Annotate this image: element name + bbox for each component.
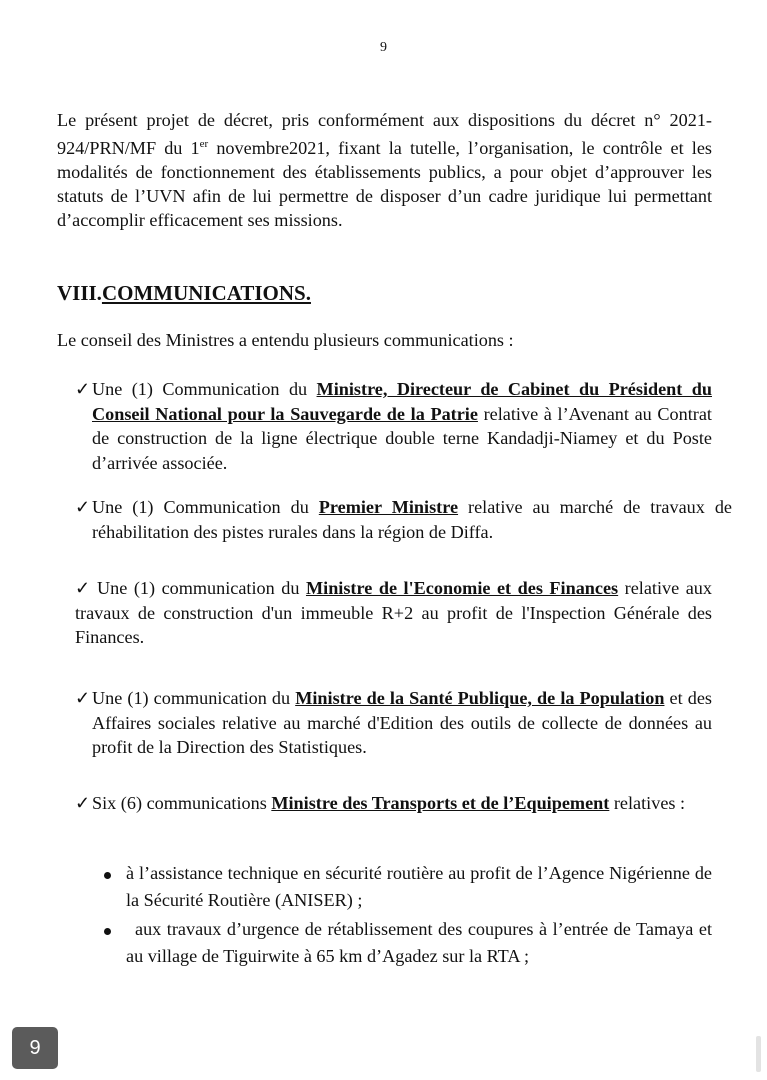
- communication-item: Une (1) communication du Ministre de la Santé Publique, de la Population et des Affaires sociales relative au marché d'Edition des outils de collecte de données au profit de la Direction des Statistiques.: [92, 688, 712, 757]
- communication-item: Six (6) communications Ministre des Transports et de l’Equipement relatives :: [92, 793, 686, 813]
- intro-paragraph: Le présent projet de décret, pris conformément aux dispositions du décret n° 2021-924/PRN/MF du 1er novembre2021, fixant la tutelle, l’organisation, le contrôle et les modalités de fonctionnement des établissements publics, a pour objet d’approuver les statuts de l’UVN afin de lui permettre de disposer d’un cadre juridique lui permettant d’accomplir efficacement ses missions.: [57, 110, 712, 231]
- page-indicator-badge[interactable]: 9: [12, 1027, 58, 1069]
- section-title: COMMUNICATIONS.: [101, 281, 311, 305]
- section-number: VIII.: [57, 281, 102, 305]
- check-icon: ✓: [75, 793, 91, 813]
- communication-item: Une (1) Communication du Premier Ministre relative au marché de travaux de réhabilitation des pistes rurales dans la région de Diffa.: [92, 497, 732, 542]
- check-icon: ✓: [75, 578, 91, 598]
- scrollbar[interactable]: [756, 1036, 761, 1072]
- communication-item: Une (1) communication du Ministre de l'Economie et des Finances relative aux travaux de construction d'un immeuble R+2 au profit de l'Inspection Générale des Finances.: [75, 578, 712, 647]
- check-icon: ✓: [75, 497, 91, 517]
- bullet-icon: [104, 872, 111, 879]
- bullet-icon: [104, 928, 111, 935]
- check-icon: ✓: [75, 688, 91, 708]
- page-number: 9: [380, 40, 387, 55]
- communication-item: Une (1) Communication du Ministre, Directeur de Cabinet du Président du Conseil National pour la Sauvegarde de la Patrie relative à l’Avenant au Contrat de construction de la ligne électrique double terne Kandadji-Niamey et du Poste d’arrivée associée.: [92, 379, 712, 473]
- list-item: à l’assistance technique en sécurité routière au profit de l’Agence Nigérienne de la Sécurité Routière (ANISER) ;: [126, 863, 712, 910]
- section-heading: [57, 281, 311, 306]
- check-icon: ✓: [75, 379, 91, 399]
- section-intro: Le conseil des Ministres a entendu plusieurs communications :: [57, 330, 514, 350]
- list-item: aux travaux d’urgence de rétablissement des coupures à l’entrée de Tamaya et au village de Tiguirwite à 65 km d’Agadez sur la RTA ;: [126, 919, 712, 966]
